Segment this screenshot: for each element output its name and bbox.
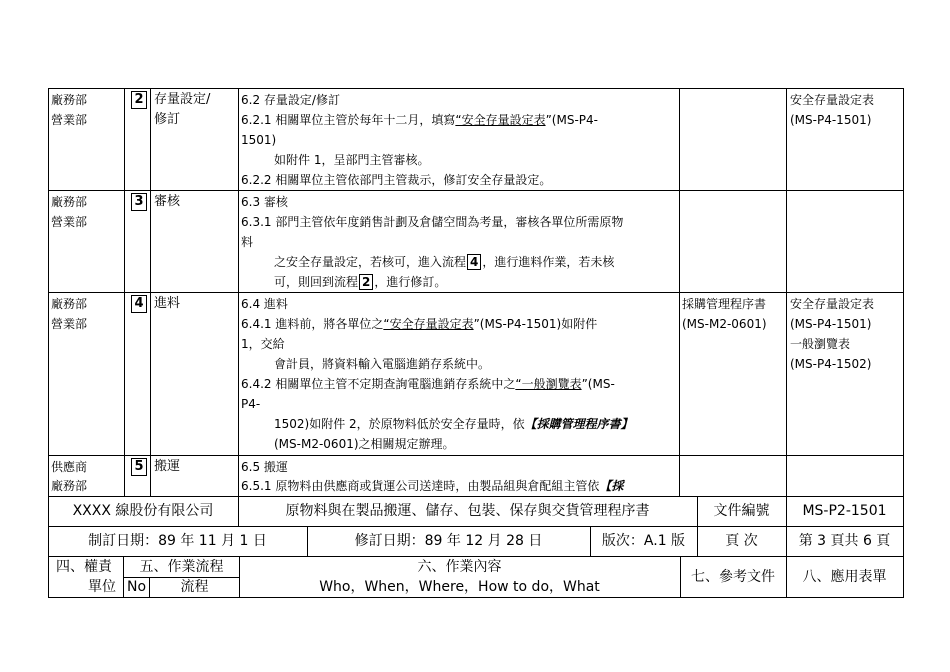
content-line: P4- bbox=[241, 397, 261, 411]
flow-number: 3 bbox=[131, 193, 147, 211]
flow-number: 2 bbox=[131, 91, 147, 109]
content-line: 料 bbox=[241, 235, 254, 249]
flow-step: 修訂 bbox=[154, 112, 181, 127]
form-link: “一般瀏覽表 bbox=[515, 377, 582, 391]
content-line: 1502)如附件 2，於原物料低於安全存量時，依【採購管理程序書】 bbox=[274, 417, 633, 431]
form-link: “安全存量設定表 bbox=[455, 113, 546, 127]
procedure-ref: 【採 bbox=[599, 479, 624, 493]
content-line: 1501) bbox=[241, 133, 277, 147]
page-label: 頁 次 bbox=[725, 533, 758, 549]
content-line: 6.3.1 部門主管依年度銷售計劃及倉儲空間為考量，審核各單位所需原物 bbox=[241, 215, 624, 229]
content-line: 會計員，將資料輸入電腦進銷存系統中。 bbox=[274, 357, 491, 371]
flow-number: 5 bbox=[131, 458, 147, 476]
content-line: 6.3 審核 bbox=[241, 195, 288, 209]
header-flow: 五、作業流程 bbox=[139, 559, 224, 575]
document-title: 原物料與在製品搬運、儲存、包裝、保存與交貨管理程序書 bbox=[285, 503, 650, 519]
unit-label: 營業部 bbox=[51, 317, 88, 331]
content-line: (MS-M2-0601)之相關規定辦理。 bbox=[274, 437, 455, 451]
form-ref: (MS-P4-1501) bbox=[790, 113, 872, 127]
flow-step: 搬運 bbox=[154, 459, 181, 474]
procedure-ref: 【採購管理程序書】 bbox=[524, 417, 633, 431]
form-ref: (MS-P4-1502) bbox=[790, 357, 872, 371]
reference-doc: (MS-M2-0601) bbox=[682, 317, 767, 331]
header-no: No bbox=[126, 579, 147, 595]
form-ref: 一般瀏覽表 bbox=[790, 337, 851, 351]
content-line: 6.4 進料 bbox=[241, 297, 288, 311]
content-line: 6.5 搬運 bbox=[241, 460, 288, 474]
content-line: 6.4.1 進料前，將各單位之“安全存量設定表”(MS-P4-1501)如附件 bbox=[241, 317, 598, 331]
unit-label: 營業部 bbox=[51, 215, 88, 229]
content-line: 6.2.2 相關單位主管依部門主管裁示，修訂安全存量設定。 bbox=[241, 173, 552, 187]
header-content: 六、作業內容 bbox=[417, 559, 502, 575]
flow-ref-number: 4 bbox=[467, 254, 481, 270]
flow-step: 審核 bbox=[154, 194, 181, 209]
form-link: “安全存量設定表 bbox=[383, 317, 474, 331]
flow-step: 存量設定/ bbox=[154, 92, 211, 107]
header-content-sub: Who，When，Where，How to do，What bbox=[319, 579, 600, 595]
content-line: 6.5.1 原物料由供應商或貨運公司送達時，由製品組與倉配組主管依【採 bbox=[241, 479, 624, 493]
content-line: 6.4.2 相關單位主管不定期查詢電腦進銷存系統中之“一般瀏覽表”(MS- bbox=[241, 377, 615, 391]
doc-number-label: 文件編號 bbox=[713, 503, 770, 519]
unit-label: 廠務部 bbox=[51, 195, 88, 209]
unit-label: 廠務部 bbox=[51, 479, 88, 493]
header-responsible: 四、權責 bbox=[56, 559, 112, 575]
unit-label: 廠務部 bbox=[51, 93, 88, 107]
header-reference: 七、參考文件 bbox=[691, 569, 775, 585]
form-ref: 安全存量設定表 bbox=[790, 297, 875, 311]
content-line: 可，則回到流程 2 ，進行修訂。 bbox=[274, 275, 447, 289]
header-step: 流程 bbox=[180, 579, 209, 595]
content-line: 6.2.1 相關單位主管於每年十二月，填寫“安全存量設定表”(MS-P4- bbox=[241, 113, 598, 127]
flow-ref-number: 2 bbox=[359, 274, 373, 290]
doc-number: MS-P2-1501 bbox=[802, 503, 887, 519]
revision-date: 修訂日期：89 年 12 月 28 日 bbox=[354, 533, 543, 549]
unit-label: 供應商 bbox=[51, 460, 88, 474]
made-date: 制訂日期：89 年 11 月 1 日 bbox=[88, 533, 267, 549]
unit-label: 廠務部 bbox=[51, 297, 88, 311]
header-forms: 八、應用表單 bbox=[802, 569, 887, 585]
flow-step: 進料 bbox=[154, 296, 181, 311]
version: 版次：A.1 版 bbox=[601, 533, 686, 549]
content-line: 之安全存量設定，若核可，進入流程 4 ，進行進料作業，若未核 bbox=[274, 255, 615, 269]
content-line: 6.2 存量設定/修訂 bbox=[241, 93, 340, 107]
content-line: 1，交給 bbox=[241, 337, 285, 351]
form-ref: (MS-P4-1501) bbox=[790, 317, 872, 331]
page-number: 第 3 頁共 6 頁 bbox=[798, 533, 891, 549]
reference-doc: 採購管理程序書 bbox=[682, 297, 767, 311]
flow-number: 4 bbox=[131, 295, 147, 313]
company-name: XXXX 線股份有限公司 bbox=[72, 503, 214, 519]
unit-label: 營業部 bbox=[51, 113, 88, 127]
header-unit: 單位 bbox=[88, 579, 116, 595]
content-line: 如附件 1，呈部門主管審核。 bbox=[274, 153, 430, 167]
form-ref: 安全存量設定表 bbox=[790, 93, 875, 107]
